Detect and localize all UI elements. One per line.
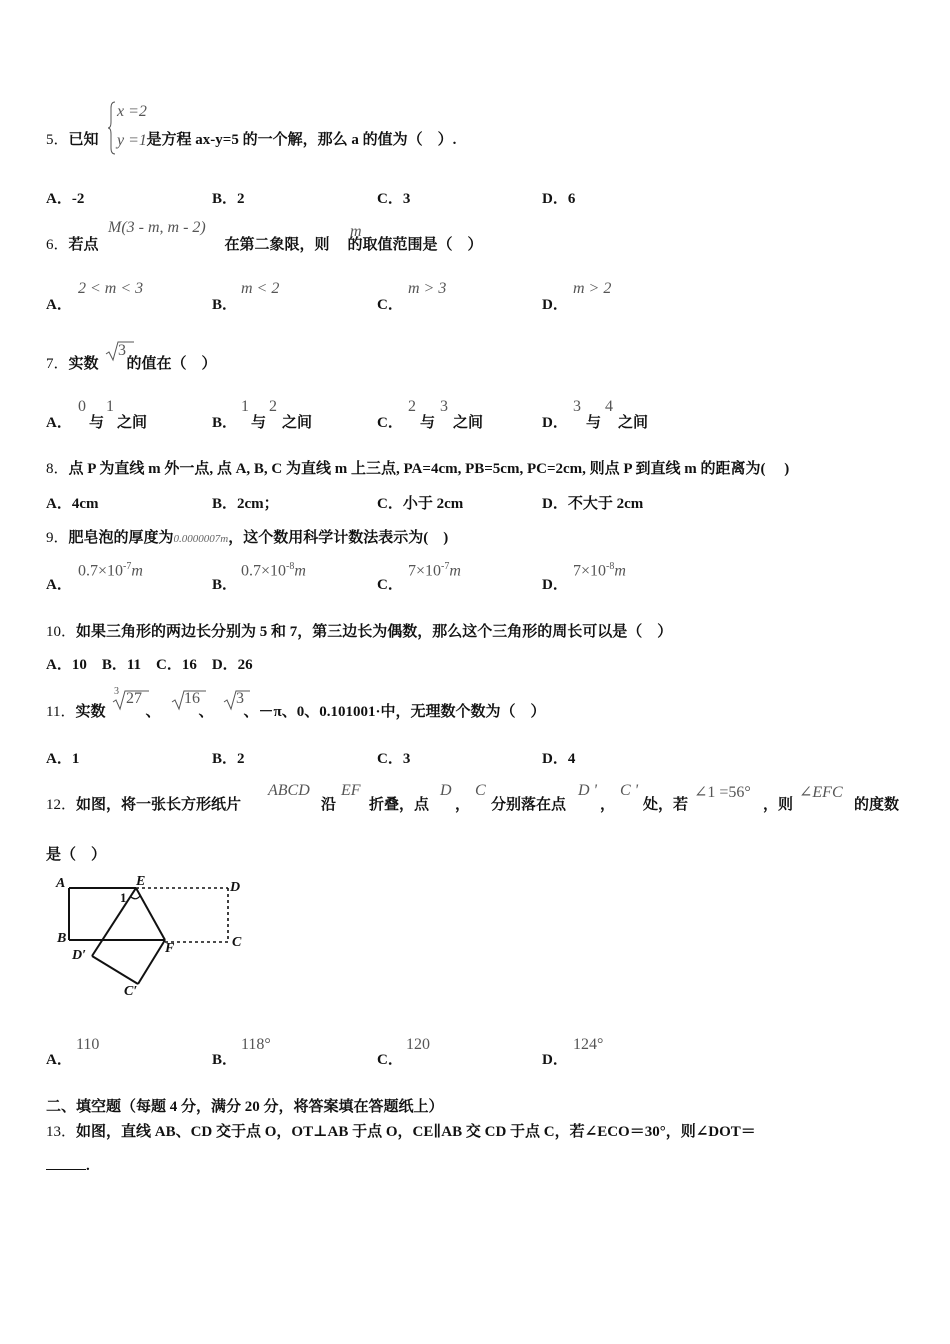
q12-pC: C — [475, 782, 486, 799]
q6-answer-c: m > 3 — [408, 280, 447, 297]
q9-post: ，这个数用科学计数法表示为( ) — [228, 530, 449, 546]
q12-pD: D — [440, 782, 452, 799]
q9-number: 9． — [46, 530, 69, 546]
q6-var: m — [350, 223, 362, 240]
q6-mid: 在第二象限，则 — [224, 237, 330, 253]
q13-answer-line — [46, 1158, 90, 1175]
q13-number: 13． — [46, 1124, 77, 1140]
q12-fold: EF — [341, 782, 361, 799]
q9-answer-c — [408, 561, 461, 580]
fig-label-a: A — [56, 876, 66, 891]
q9-value: 0.0000007m — [173, 533, 229, 545]
q9-unit-b: m — [294, 562, 306, 580]
q7-jian-c: 之间 — [453, 415, 484, 431]
q7-label-c: C． — [377, 415, 403, 431]
q11-post: 、－π、0、0.101001·中，无理数个数为（ ） — [243, 704, 546, 720]
q7-high-a: 1 — [106, 398, 114, 415]
q11-cbrt-index: 3 — [114, 686, 119, 697]
q12-p1: 如图，将一张长方形纸片 — [76, 797, 242, 813]
q7-radicand: 3 — [118, 342, 126, 359]
fig-label-f: F — [165, 941, 175, 956]
q12-label-b: B． — [212, 1052, 238, 1068]
q7-yu-a: 与 — [89, 415, 105, 431]
q5-stem — [46, 128, 456, 149]
q10-text: 如果三角形的两边长分别为 5 和 7，第三边长为偶数，那么这个三角形的周长可以是（ ） — [76, 624, 673, 640]
q8-stem — [46, 457, 789, 478]
q7-high-b: 2 — [269, 398, 277, 415]
q9-label-d: D． — [542, 577, 568, 593]
q12-angle2: ∠EFC — [799, 784, 843, 801]
q12-pC2: C ' — [620, 782, 639, 799]
q11-option-a: A．1 — [46, 751, 80, 767]
q9-coef-b: 0.7×10 — [241, 562, 287, 580]
q7-yu-d: 与 — [586, 415, 602, 431]
q10-stem — [46, 620, 672, 641]
q6-point: M(3 - m, m - 2) — [108, 219, 206, 236]
q7-jian-a: 之间 — [117, 415, 148, 431]
q9-exp-a: -7 — [123, 561, 132, 572]
q12-number: 12． — [46, 797, 77, 813]
q9-unit-c: m — [449, 562, 461, 580]
q5-sys-line2: y =1 — [117, 132, 147, 149]
q12-label-c: C． — [377, 1052, 403, 1068]
q11-sqrt1-radicand: 16 — [184, 690, 200, 707]
q11-number: 11． — [46, 704, 76, 720]
q7-high-c: 3 — [440, 398, 448, 415]
q6-label-d: D． — [542, 297, 568, 313]
q5-sys-line1: x =2 — [117, 103, 147, 120]
q7-low-c: 2 — [408, 398, 416, 415]
q12-rect: ABCD — [268, 782, 310, 799]
q13-stem — [46, 1120, 756, 1141]
q11-sep2: 、 — [198, 704, 214, 720]
q7-number: 7． — [46, 356, 69, 372]
q11-cbrt-radicand: 27 — [126, 690, 142, 707]
q7-yu-b: 与 — [251, 415, 267, 431]
q12-p4: 分别落在点 — [491, 797, 567, 813]
q8-option-d: D．不大于 2cm — [542, 496, 644, 512]
q9-unit-d: m — [614, 562, 626, 580]
q7-low-d: 3 — [573, 398, 581, 415]
q6-pre: 若点 — [68, 237, 99, 253]
q12-label-d: D． — [542, 1052, 568, 1068]
q6-post: 的取值范围是（ ） — [347, 237, 483, 253]
q12-p3: 折叠，点 — [369, 797, 430, 813]
fig-label-dprime: D′ — [72, 948, 87, 963]
q8-number: 8． — [46, 461, 69, 477]
q6-number: 6． — [46, 237, 69, 253]
q9-label-c: C． — [377, 577, 403, 593]
q8-option-a: A．4cm — [46, 496, 99, 512]
q11-option-d: D．4 — [542, 751, 576, 767]
q6-answer-b: m < 2 — [241, 280, 280, 297]
q9-label-a: A． — [46, 577, 72, 593]
q9-exp-c: -7 — [441, 561, 450, 572]
q13-end: . — [86, 1158, 90, 1174]
q9-pre: 肥皂泡的厚度为 — [68, 530, 174, 546]
q12-pD2: D ' — [578, 782, 597, 799]
q7-jian-d: 之间 — [618, 415, 649, 431]
q9-answer-b — [241, 561, 306, 580]
q12-cont: 是（ ） — [46, 847, 107, 863]
q5-option-d: D．6 — [542, 191, 576, 207]
q12-p2: 沿 — [321, 797, 337, 813]
q12-angle1: ∠1 =56° — [694, 784, 751, 801]
fig-label-c: C — [232, 935, 242, 950]
q11-option-c: C．3 — [377, 751, 411, 767]
fig-label-d: D — [230, 880, 241, 895]
q9-coef-c: 7×10 — [408, 562, 442, 580]
q12-comma1: ， — [455, 797, 471, 813]
q5-option-a: A．-2 — [46, 191, 85, 207]
q7-label-b: B． — [212, 415, 238, 431]
q8-text: 点 P 为直线 m 外一点, 点 A, B, C 为直线 m 上三点, PA=4cm, PB=5cm, PC=2cm, 则点 P 到直线 m 的距离为( ) — [68, 461, 790, 477]
q7-low-a: 0 — [78, 398, 86, 415]
q7-pre: 实数 — [68, 356, 99, 372]
q6-answer-a: 2 < m < 3 — [78, 280, 144, 297]
q9-stem — [46, 526, 448, 547]
q11-pre: 实数 — [75, 704, 106, 720]
q7-jian-b: 之间 — [282, 415, 313, 431]
q8-option-b: B．2cm； — [212, 496, 279, 512]
fig-label-b: B — [57, 931, 67, 946]
fig-label-1: 1 — [120, 890, 127, 905]
q10-options: A．10 B．11 C．16 D．26 — [46, 657, 253, 673]
q7-high-d: 4 — [605, 398, 613, 415]
q9-coef-a: 0.7×10 — [78, 562, 124, 580]
q7-low-b: 1 — [241, 398, 249, 415]
q9-answer-a — [78, 561, 143, 580]
q12-label-a: A． — [46, 1052, 72, 1068]
q7-post: 的值在（ ） — [126, 356, 217, 372]
q6-label-c: C． — [377, 297, 403, 313]
q12-p7: 的度数 — [854, 797, 900, 813]
q9-exp-b: -8 — [286, 561, 295, 572]
q5-option-c: C．3 — [377, 191, 411, 207]
q5-number: 5． — [46, 132, 69, 148]
q9-coef-d: 7×10 — [573, 562, 607, 580]
q10-number: 10． — [46, 624, 77, 640]
q11-sep1: 、 — [145, 704, 161, 720]
q12-p6: ，则 — [763, 797, 794, 813]
q12-figure — [52, 872, 262, 1008]
fig-label-cprime: C′ — [124, 984, 138, 999]
q12-comma2: ， — [600, 797, 616, 813]
fig-label-e: E — [136, 874, 146, 889]
q9-answer-d — [573, 561, 626, 580]
q8-option-c: C．小于 2cm — [377, 496, 464, 512]
q13-text: 如图，直线 AB、CD 交于点 O，OT⊥AB 于点 O，CE∥AB 交 CD 于点 C，若∠ECO＝30°，则∠DOT＝ — [76, 1124, 756, 1140]
q12-answer-b: 118° — [241, 1036, 271, 1053]
q6-answer-d: m > 2 — [573, 280, 612, 297]
q6-label-a: A． — [46, 297, 72, 313]
q11-sqrt2-radicand: 3 — [236, 690, 244, 707]
q6-label-b: B． — [212, 297, 238, 313]
q5-option-b: B．2 — [212, 191, 245, 207]
q9-label-b: B． — [212, 577, 238, 593]
q5-post: 是方程 ax-y=5 的一个解，那么 a 的值为（ ）. — [146, 132, 457, 148]
q12-answer-a: 110 — [76, 1036, 100, 1053]
q5-pre: 已知 — [68, 132, 99, 148]
q12-p5: 处，若 — [643, 797, 689, 813]
q7-label-a: A． — [46, 415, 72, 431]
section2-title: 二、填空题（每题 4 分，满分 20 分，将答案填在答题纸上） — [46, 1099, 444, 1115]
q9-exp-d: -8 — [606, 561, 615, 572]
q7-yu-c: 与 — [420, 415, 436, 431]
q7-label-d: D． — [542, 415, 568, 431]
q13-blank[interactable] — [46, 1169, 86, 1170]
q12-answer-c: 120 — [406, 1036, 430, 1053]
q9-unit-a: m — [131, 562, 143, 580]
q11-option-b: B．2 — [212, 751, 245, 767]
q12-answer-d: 124° — [573, 1036, 604, 1053]
q12-number-and-pre — [46, 793, 241, 814]
